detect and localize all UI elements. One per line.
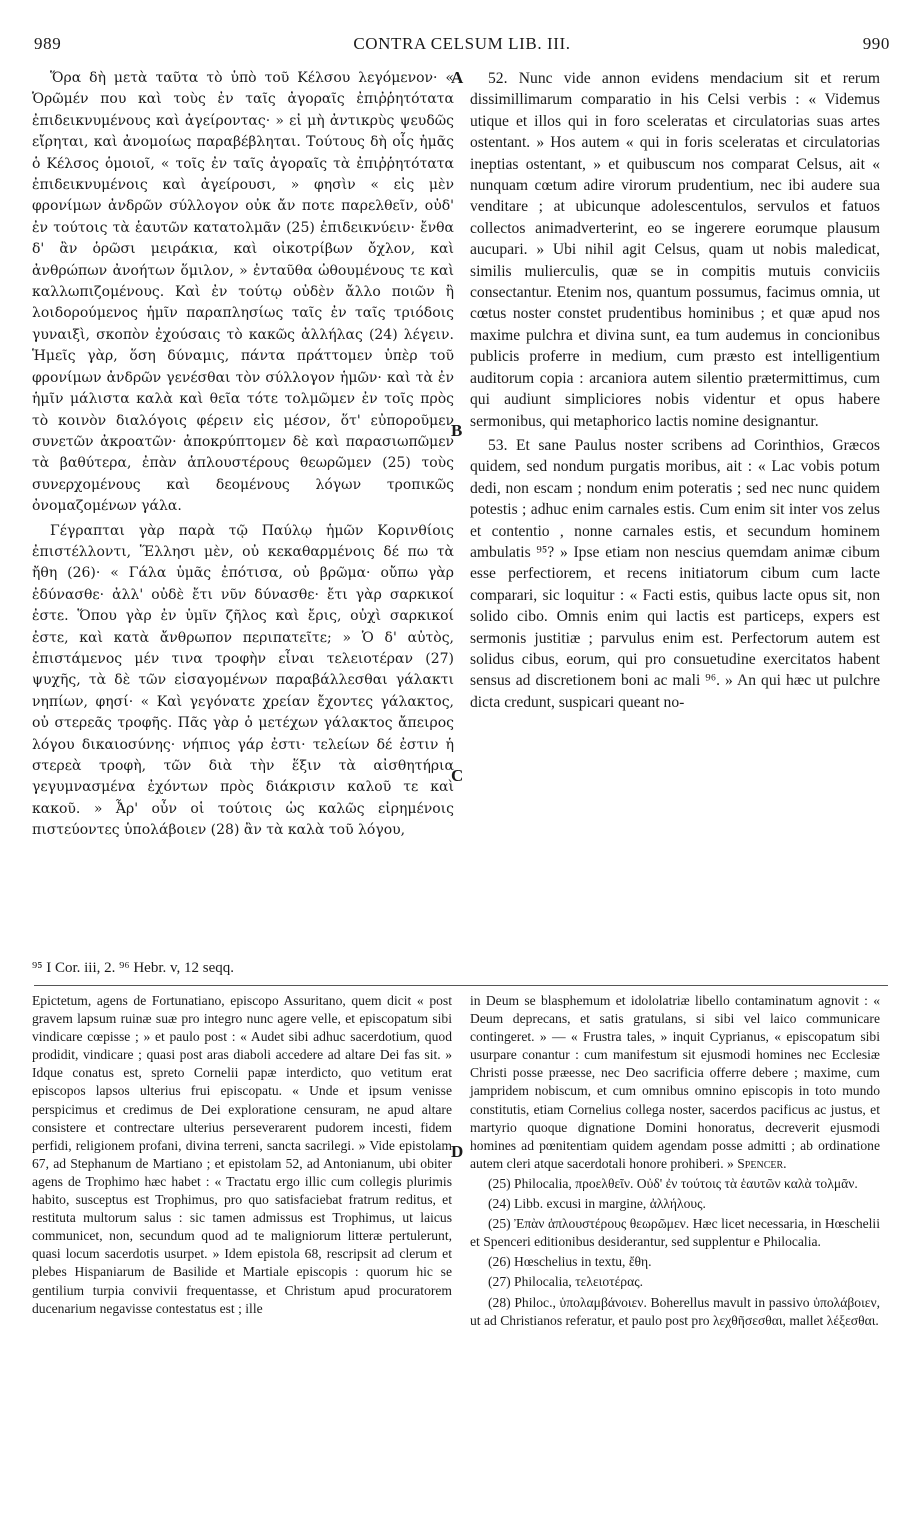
margin-marker-a: A: [451, 68, 464, 87]
commentary-text: in Deum se blasphemum et idololatriæ libello contaminatum agnovit : « Deum deprecans, et satis gratulans, si sibi vel laico communicare contingeret. » — « Frustra tales, » inquit Cyprianus, « episcopatum sibi usurpare conantur : cum manifestum sit ejusmodi homines nec Ecclesiæ Christi posse præesse, nec Deo sacrificia offerre debere ; maxime, cum jampridem nobiscum, et cum omnibus omnino episcopis in toto mundo constitutis, etiam Cornelius collega noster, sacerdos pacificus ac justus, et martyrio quoque dignatione Domini honoratus, decreverit ejusmodi homines ad pœnitentiam quidem agendam posse admitti ; ab ordinatione autem cleri atque sacerdotali honore prohiberi. »: [470, 993, 880, 1171]
critical-note: (27) Philocalia, τελειοτέρας.: [488, 1274, 643, 1290]
page-number-right: 990: [862, 34, 890, 53]
notes-divider: [34, 985, 888, 986]
critical-note: (25) Philocalia, προελθεῖν. Οὐδ' ἐν τούτοις τὰ ἑαυτῶν καλὰ τολμᾶν.: [488, 1175, 858, 1191]
commentary-note: [470, 992, 880, 1173]
margin-marker-d: D: [451, 1142, 464, 1161]
latin-paragraph: 53. Et sane Paulus noster scribens ad Corinthios, Græcos quidem, sed nondum purgatis moribus, ait : « Lac vobis potum dedi, non escam ; nondum enim poteratis ; sed nec nunc quidem potestis ; adhuc enim carnales estis. Cum enim sit inter vos zelus et contentio , nonne carnales estis, et secundum hominem ambulatis ⁹⁵? » Ipse etiam non nescius quemdam animæ cibum esse perfectiorem, et recens initiatorum cibum cum lacte comparari, sic loquitur : « Facti estis, quibus lacte opus sit, non solido cibo. Omnis enim qui lactis est particeps, expers est sermonis justitiæ ; parvulus enim est. Perfectorum autem est solidus cibus, eorum, qui pro consuetudine exercitatos habent sensus ad discretionem boni ac mali ⁹⁶. » An qui hæc ut pulchre dicta credunt, suspicari queant no-: [470, 436, 880, 711]
critical-note: (24) Libb. excusi in margine, ἀλλήλους.: [488, 1196, 706, 1212]
page-number-left: 989: [34, 34, 62, 53]
note-author: Spencer.: [737, 1155, 787, 1171]
commentary-notes-left: [32, 992, 452, 1318]
running-title: CONTRA CELSUM LIB. III.: [353, 34, 571, 53]
margin-marker-b: B: [451, 421, 463, 440]
critical-note: (28) Philoc., ὑπολαμβάνοιεν. Boherellus mavult in passivo ὑπολάβοιεν, ut ad Christianos referatur, et paulo post pro λεχθῆσεσθαι, mallet λέξεσθαι.: [470, 1294, 880, 1328]
critical-note: (26) Hœschelius in textu, ἔθη.: [488, 1254, 652, 1270]
greek-paragraph: Ὅρα δὴ μετὰ ταῦτα τὸ ὑπὸ τοῦ Κέλσου λεγόμενον· « Ὁρῶμέν που καὶ τοὺς ἐν ταῖς ἀγοραῖς ἐπιῤῥητότατα ἐπιδεικνυμένους καὶ ἀγείροντας· » εἰ μὴ ἀντικρὺς ψευδῶς εἴρηται, καὶ ἀνομοίως παραβέβληται. Τούτους δὴ οἷς ἡμᾶς ὁ Κέλσος ὁμοιοῖ, « τοῖς ἐν ταῖς ἀγοραῖς τὰ ἐπιῤῥητότατα ἐπιδεικνυμένοις καὶ ἀγείρουσι, » φησὶν « εἰς μὲν φρονίμων ἀνδρῶν σύλλογον οὐκ ἄν ποτε παρελθεῖν, οὐδ' ἐν τούτοις τὰ ἑαυτῶν κατατολμᾶν (25) ἐπιδεικνύειν· ἔνθα δ' ἂν ὁρῶσι μειράκια, καὶ οἰκοτρίβων ὄχλον, καὶ ἀνθρώπων ἀνοήτων ὅμιλον, » ἐνταῦθα ὠθουμένους τε καὶ καλλωπιζομένους. Καὶ ἐν τούτῳ οὐδὲν ἄλλο ποιῶν ἢ λοιδορούμενος ἡμῖν παραπλησίως ταῖς ἐν ταῖς τριόδοις γυναιξὶ, σκοπὸν ἐχούσαις τὸ κακῶς ἀλλήλας (24) λέγειν. Ἡμεῖς γὰρ, ὅση δύναμις, πάντα πράττομεν ὑπὲρ τοῦ φρονίμων ἀνδρῶν γενέσθαι τὸν σύλλογον ἡμῶν· καὶ τὰ ἐν ἡμῖν μάλιστα καλὰ καὶ θεῖα τότε τολμῶμεν ἐν τοῖς πρὸς τὸ κοινὸν διαλόγοις φέρειν εἰς μέσον, ὅτ' εὐποροῦμεν συνετῶν ἀκροατῶν· ἀποκρύπτομεν δὲ καὶ παρασιωπῶμεν τὰ βαθύτερα, ἐπὰν ἁπλουστέρους θεωρῶμεν (25) τοὺς συνερχομένους καὶ δεομένους λόγων τροπικῶς ὀνομαζομένων γάλα.: [32, 70, 454, 515]
commentary-notes-right: [470, 992, 880, 1330]
margin-marker-c: C: [451, 766, 464, 785]
greek-text-column: [32, 68, 454, 845]
critical-note: (25) Ἐπὰν ἁπλουστέρους θεωρῶμεν. Hæc licet necessaria, in Hœschelii et Spenceri editionibus desiderantur, sed supplentur e Philocalia.: [470, 1216, 880, 1250]
running-header: [34, 34, 890, 56]
latin-text-column: [470, 68, 880, 716]
commentary-note: Epictetum, agens de Fortunatiano, episcopo Assuritano, quem dicit « post gravem lapsum ruinæ suæ pro integro nunc agere velle, et episcopatum sibi vindicare cœpisse ; » et paulo post : « Audet sibi adhuc sacerdotium, quod prodidit, vindicare ; quasi post aras diaboli accedere ad altare Dei fas sit. » Idque conatus est, spreto Cornelii papæ interdicto, quo vetitum erat episcopos lapsos ulterius frui episcopatu. « Unde et ipsum venisse perspicimus et credimus de Dei exploratione censuram, ne apud altare consistere et contrectare ulterius perseverarent pudorem incesti, fidem perfidi, religionem profani, divina terreni, sancta sacrilegi. » Vide epistolam 67, ad Stephanum de Martiano ; et epistolam 52, ad Antonianum, ubi obiter agens de Trophimo hæc habet : « Tractatu ergo illic cum collegis plurimis habito, susceptus est Trophimus, pro quo satisfaciebat fratrum reditus, et restituta multorum salus : sic tamen admissus est Trophimus, ut laicus communicet, non, secundum quod ad te maligniorum litteræ pertulerunt, quasi locum sacerdotis usurpet. » Idem epistola 68, rescripsit ad clerum et plebes Hispaniarum de Basilide et Martiale episcopis : quorum hic se gentilium turpia convivii frequentasse, et Christum apud procuratorem ducenarium negavisse contestatus est ; ille: [32, 993, 452, 1316]
scripture-references: ⁹⁵ I Cor. iii, 2. ⁹⁶ Hebr. v, 12 seqq.: [32, 960, 235, 976]
greek-paragraph: Γέγραπται γὰρ παρὰ τῷ Παύλῳ ἡμῶν Κορινθίοις ἐπιστέλλοντι, Ἕλλησι μὲν, οὐ κεκαθαρμένοις δέ πω τὰ ἤθη (26)· « Γάλα ὑμᾶς ἐπότισα, οὐ βρῶμα· οὔπω γὰρ ἐδύνασθε· ἀλλ' οὐδὲ ἔτι νῦν δύνασθε· ἔτι γὰρ σαρκικοί ἐστε. Ὅπου γὰρ ἐν ὑμῖν ζῆλος καὶ ἔρις, οὐχὶ σαρκικοί ἐστε, καὶ κατὰ ἄνθρωπον περιπατεῖτε; » Ὁ δ' αὐτὸς, ἐπιστάμενος μέν τινα τροφὴν εἶναι τελειοτέραν (27) ψυχῆς, τὰ δὲ τῶν εἰσαγομένων παραβάλλεσθαι γάλακτι νηπίων, φησί· « Καὶ γεγόνατε χρείαν ἔχοντες γάλακτος, οὐ στερεᾶς τροφῆς. Πᾶς γὰρ ὁ μετέχων γάλακτος ἄπειρος λόγου δικαιοσύνης· νήπιος γάρ ἐστι· τελείων δέ ἐστιν ἡ στερεὰ τροφὴ, τῶν διὰ τὴν ἕξιν τὰ αἰσθητήρια γεγυμνασμένα ἐχόντων πρὸς διάκρισιν καλοῦ τε καὶ κακοῦ. » Ἆρ' οὖν οἱ τούτοις ὡς καλῶς εἰρημένοις πιστεύοντες ὑπολάβοιεν (28) ἂν τὰ καλὰ τοῦ λόγου,: [32, 522, 454, 839]
latin-paragraph: 52. Nunc vide annon evidens mendacium sit et rerum dissimillimarum comparatio in his Celsi verbis : « Videmus utique et illos qui in foro sceleratas et circulatorias suas artes ostentant. » Hos autem « qui in foris sceleratas et circulatorias ineptias ostentant, » et quibuscum nos comparat Celsus, ait « nunquam cœtum adire virorum prudentium, nec ibi audere sua venditare ; at ubicunque adolescentulos, servulos et fatuos collectos animadverterint, eo se ingerere eorumque plausum aucupari. » Ubi nihil agit Celsus, quam ut nobis maledicat, similis mulierculis, quæ se in compitis mutuis conviciis consectantur. Etenim nos, quantum possumus, facimus omnia, ut cœtus noster constet prudentibus hominibus ; et quæ apud nos maxime pulchra et divina sunt, ea tum audemus in concionibus publicis proferre in medium, cum præsto est intelligentium auditorum copia : arcaniora autem silentio prætermittimus, cum qui audiunt simpliciores nobis videntur et opus habere sermonibus, qui metaphorico lactis nomine designantur.: [470, 70, 880, 430]
